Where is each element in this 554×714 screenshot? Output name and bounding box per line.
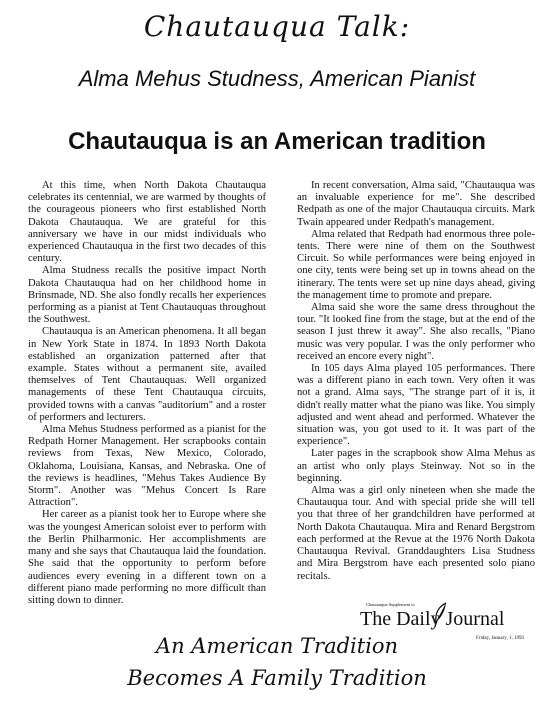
footer-line-1: An American Tradition <box>155 634 399 658</box>
paragraph: Later pages in the scrapbook show Alma Mehus as an artist who only plays Steinway. Not so in the beginning. <box>297 448 535 484</box>
paragraph: Alma related that Redpath had enormous three pole-tents. There were nine of them on the Southwest Circuit. So while performances were being enjoyed in one city, tents were being set up in towns ahead on the itinerary. The tents were set up nine days ahead, giving the management time to promote and prepare. <box>297 228 535 301</box>
footer-line-2: Becomes A Family Tradition <box>127 666 427 690</box>
paragraph: In 105 days Alma played 105 performances. There was a different piano in each town. Very often it was not a grand. Alma says, "The strange part of it is, it didn't really matter what the piano was like. You simply adjusted and went ahead and performed. Whatever the situation was, you got used to it. It was part of the experience". <box>297 363 535 448</box>
paragraph: In recent conversation, Alma said, "Chautauqua was an invaluable experience for me". She described Redpath as one of the major Chautauqua circuits. Mark Twain appeared under Redpath's management. <box>297 180 535 228</box>
masthead-title: Chautauqua Talk: <box>143 10 411 43</box>
paragraph: Alma Studness recalls the positive impact North Dakota Chautauqua had on her childhood home in Brinsmade, ND. She also fondly recalls her experiences performing as a pianist at Tent Chautauquas throughout the Southwest. <box>28 265 266 326</box>
paragraph: Alma said she wore the same dress throughout the tour. "It looked fine from the stage, but at the end of the season I just threw it away". She also recalls, "Piano music was very popular. I was the only performer who received an encore every night". <box>297 302 535 362</box>
paragraph: Alma Mehus Studness performed as a pianist for the Redpath Horner Management. Her scrapbooks contain reviews from Texas, New Mexico, Colorado, Oklahoma, Louisiana, Kansas, and Nebraska. One of the reviews is headlines, "Mehus Takes Audience By Storm". Another was "Mehus Concert Is Rare Attraction". <box>28 424 266 509</box>
paragraph: Her career as a pianist took her to Europe where she was the youngest American soloist ever to perform with the Berlin Philharmonic. Her accomplishments are many and she says that Chautauqua laid the foundation. She said that the opportunity to perform before audiences every evening in a different town on a different piano made performing no more difficult than sitting down to dinner. <box>28 509 266 606</box>
paragraph: Alma was a girl only nineteen when she made the Chautauqua tour. And with special pride she will tell you that three of her grandchildren have performed at North Dakota Chautauqua. Mira and Renard Bergstrom each performed at the Revue at the 1976 North Dakota Chautauqua Revival. Granddaughters Lisa Studness and Mira Bergstrom have each presented solo piano recitals. <box>297 485 535 582</box>
left-column <box>28 180 266 607</box>
article-subtitle: Alma Mehus Studness, American Pianist <box>78 66 476 91</box>
paragraph: Chautauqua is an American phenomena. It all began in New York State in 1874. In 1893 North Dakota established an organization patterned after that example. States without a permanent site, availed themselves of Tent Chautauquas. Well organized managements of these Tent Chautauqua circuits, provided towns with a canvas "auditorium" and a roster of performers and lecturers. <box>28 326 266 423</box>
newspaper-name: The Daily Journal <box>360 608 505 630</box>
article-headline: Chautauqua is an American tradition <box>68 128 486 155</box>
issue-date: Friday, January, 1, 1993 <box>476 636 524 641</box>
right-column <box>297 180 535 583</box>
supplement-label: Chautauqua Supplement to <box>366 602 415 607</box>
paragraph: At this time, when North Dakota Chautauqua celebrates its centennial, we are warmed by thoughts of the courageous pioneers who first established North Dakota Chautauqua. We are grateful for this anniversary we have in our midst individuals who experienced Chautauqua in the first two decades of this century. <box>28 180 266 265</box>
